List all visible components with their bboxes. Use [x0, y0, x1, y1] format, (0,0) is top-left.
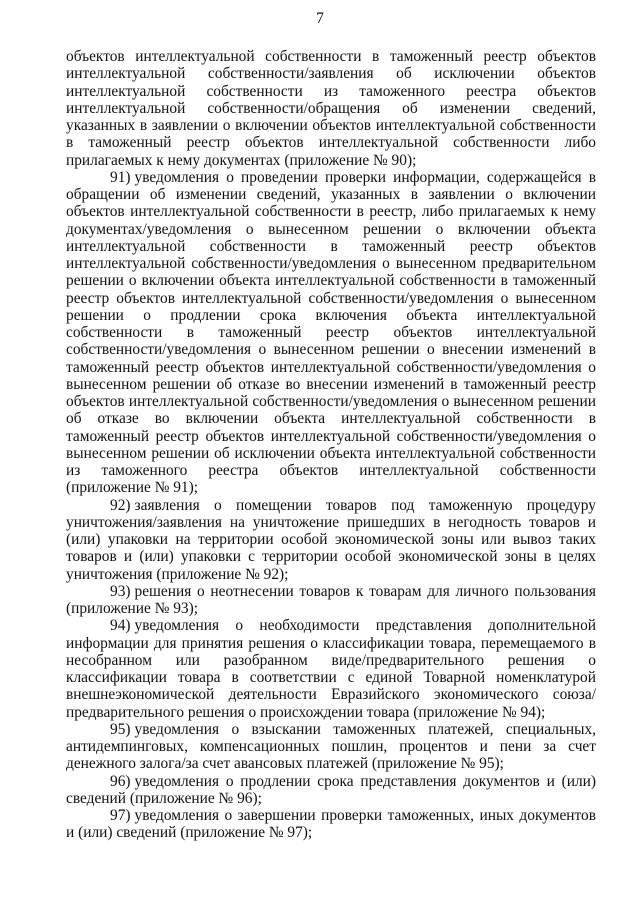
item-number: 94) [110, 617, 131, 635]
paragraph-item-91 [66, 169, 596, 497]
document-body [66, 48, 596, 842]
paragraph-text: уведомления о взыскании таможенных платежей, специальных, антидемпинговых, компенсационных пошлин, процентов и пени за счет денежного залога/за счет авансовых платежей (приложение № 95); [66, 720, 596, 773]
paragraph-item-94 [66, 617, 596, 721]
paragraph-text: заявления о помещении товаров под таможенную процедуру уничтожения/заявления на уничтожение пришедших в негодность товаров и (или) упаковки на территории особой экономической зоны или вывоз таких товаров и (или) упаковки с территории особой экономической зоны в целях уничтожения (приложение № 92); [66, 496, 596, 583]
paragraph-item-96 [66, 773, 596, 808]
page-number: 7 [316, 10, 324, 27]
paragraph-item-95 [66, 721, 596, 773]
item-number: 91) [110, 168, 131, 186]
item-number: 97) [110, 807, 131, 824]
paragraph-text: уведомления о завершении проверки таможенных, иных документов и (или) сведений (приложение № 97); [66, 807, 596, 842]
paragraph-item-93 [66, 583, 596, 618]
paragraph-item-92 [66, 497, 596, 583]
paragraph-text: уведомления о проведении проверки информации, содержащейся в обращении об изменении сведений, указанных в заявлении о включении объектов интеллектуальной собственности в реестр, либо прилагаемых к нему документах/уведомления о вынесенном решении о включении объекта интеллектуальной собственности в таможенный реестр объектов интеллектуальной собственности/уведомления о вынесенном предварительном решении о включении объекта интеллектуальной собственности в таможенный реестр объектов интеллектуальной собственности/уведомления о вынесенном решении о продлении срока включения объекта интеллектуальной собственности в таможенный реестр объектов интеллектуальной собственности/уведомления о вынесенном решении о внесении изменений в таможенный реестр объектов интеллектуальной собственности/уведомления о вынесенном решении об отказе во внесении изменений в таможенный реестр объектов интеллектуальной собственности/уведомления о вынесенном решении об отказе во включении объекта интеллектуальной собственности в таможенный реестр объектов интеллектуальной собственности/уведомления о вынесенном решении об исключении объекта интеллектуальной собственности из таможенного реестра объектов интеллектуальной собственности (приложение № 91); [66, 168, 596, 497]
item-number: 92) [110, 496, 131, 514]
paragraph-text: уведомления о необходимости представления дополнительной информации для принятия решения о классификации товара, перемещаемого в несобранном или разобранном виде/предварительного решения о классификации товара в соответствии с единой Товарной номенклатурой внешнеэкономической деятельности Евразийского экономического союза/предварительного решения о происхождении товара (приложение № 94); [66, 617, 596, 721]
paragraph-text: решения о неотнесении товаров к товарам для личного пользования (приложение № 93); [66, 582, 596, 617]
item-number: 96) [110, 772, 131, 790]
paragraph-continuation [66, 48, 596, 169]
item-number: 93) [110, 582, 131, 600]
paragraph-text: уведомления о продлении срока представления документов и (или) сведений (приложение № 96); [66, 772, 596, 807]
item-number: 95) [110, 720, 131, 738]
paragraph-text: объектов интеллектуальной собственности в таможенный реестр объектов интеллектуальной собственности/заявления об исключении объектов интеллектуальной собственности из таможенного реестра объектов интеллектуальной собственности/обращения об изменении сведений, указанных в заявлении о включении объектов интеллектуальной собственности в таможенный реестр объектов интеллектуальной собственности либо прилагаемых к нему документах (приложение № 90); [66, 48, 596, 169]
paragraph-item-97 [66, 807, 596, 842]
